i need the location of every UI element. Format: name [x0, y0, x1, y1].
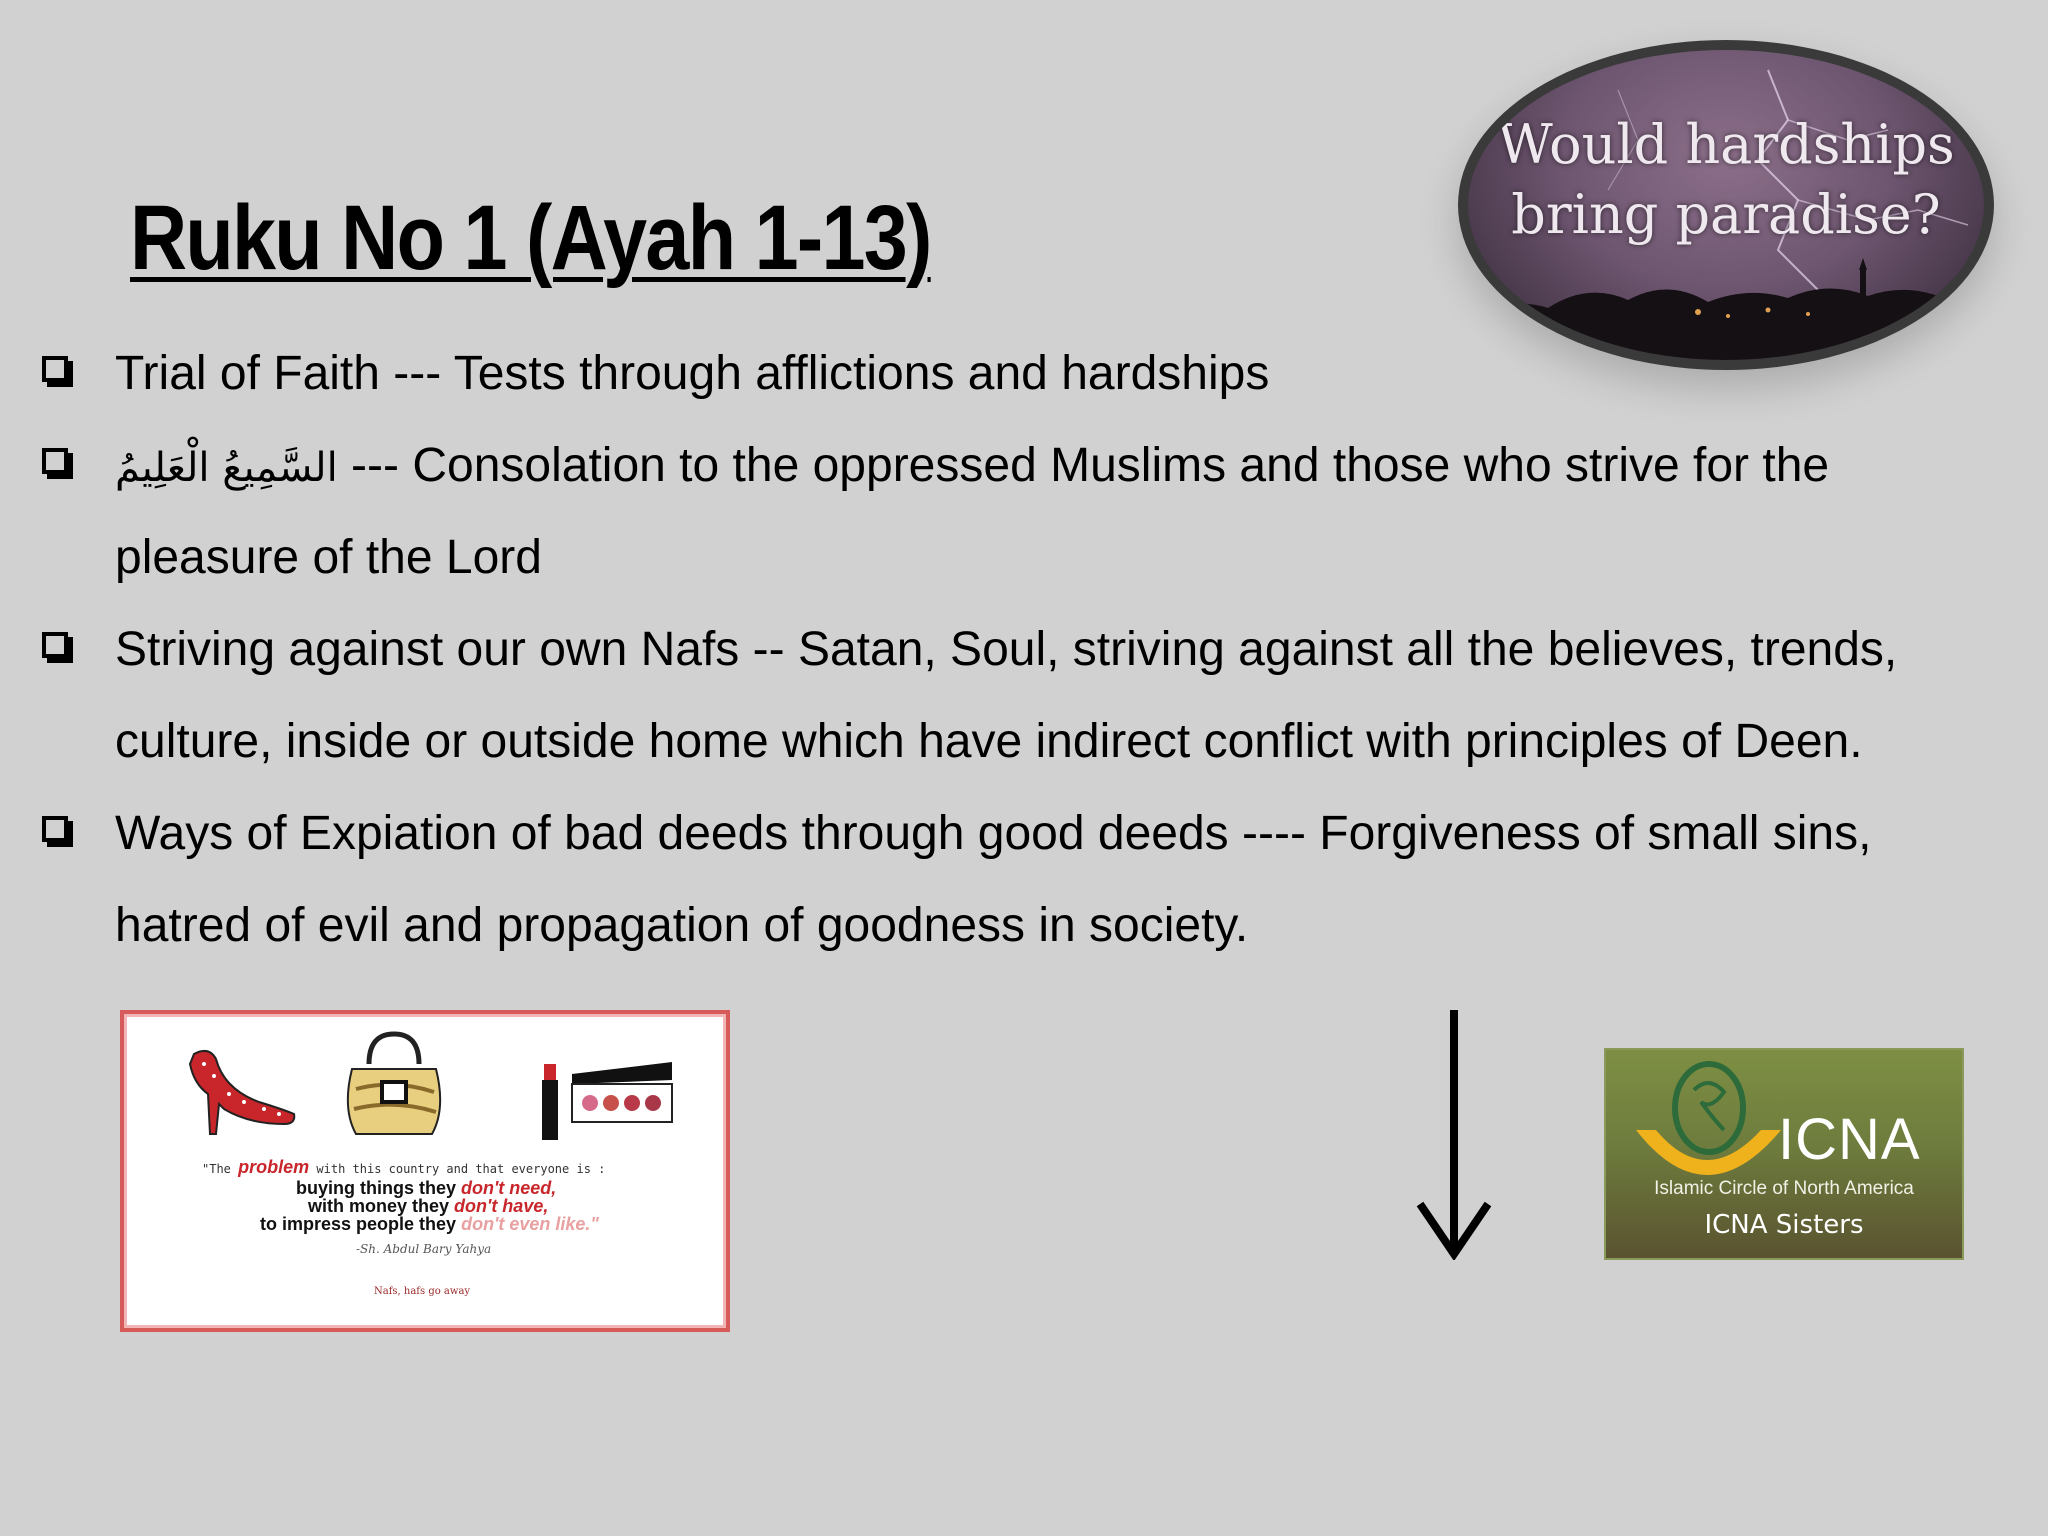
oval-caption-line1: Would hardships — [1497, 113, 1955, 176]
icna-subtitle: Islamic Circle of North America — [1654, 1178, 1914, 1199]
bullet-2-line1 — [115, 438, 1829, 493]
quote-line-3 — [260, 1214, 599, 1235]
checkbox-bullet-icon — [42, 632, 68, 658]
bullet-4-line2: hatred of evil and propagation of goodness in society. — [115, 899, 1249, 952]
lipstick-icon — [542, 1064, 558, 1140]
hardships-oval-image — [1458, 40, 1994, 370]
oval-caption — [1468, 110, 1984, 250]
down-arrow-icon — [1412, 1008, 1496, 1260]
makeup-palette-icon — [572, 1062, 672, 1122]
arabic-text: السَّمِيعُ الْعَلِيمُ — [115, 445, 338, 491]
quote-problem-word: problem — [238, 1157, 310, 1177]
quote-l1a: buying things they — [296, 1178, 456, 1198]
quote-pre: "The — [202, 1162, 231, 1176]
checkbox-bullet-icon — [42, 448, 68, 474]
icna-name: ICNA — [1778, 1107, 1921, 1172]
icna-logo — [1604, 1048, 1964, 1260]
high-heel-icon — [190, 1051, 294, 1134]
quote-signature: Nafs, hafs go away — [374, 1286, 471, 1297]
slide-title: Ruku No 1 (Ayah 1-13) — [130, 187, 931, 289]
bullet-3-line2: culture, inside or outside home which have indirect conflict with principles of Deen. — [115, 715, 1863, 768]
quote-l2a: with money they — [308, 1196, 450, 1216]
bullet-4-line1: Ways of Expiation of bad deeds through good deeds ---- Forgiveness of small sins, — [115, 807, 1872, 860]
quote-author: -Sh. Abdul Bary Yahya — [356, 1242, 492, 1256]
oval-caption-line2: bring paradise? — [1511, 183, 1941, 246]
bullet-2-line1-rest: --- Consolation to the oppressed Muslims and those who strive for the — [337, 439, 1830, 492]
icna-division: ICNA Sisters — [1704, 1210, 1864, 1240]
bullet-3-line1: Striving against our own Nafs -- Satan, Soul, striving against all the believes, trends, — [115, 623, 1898, 676]
quote-l1b: don't need, — [461, 1178, 557, 1198]
handbag-icon — [348, 1034, 440, 1134]
quote-card-image — [120, 1010, 730, 1332]
bullet-1-text: Trial of Faith --- Tests through afflictions and hardships — [115, 347, 1270, 400]
quote-l3a: to impress people they — [260, 1214, 457, 1234]
quote-post: with this country and that everyone is : — [316, 1162, 606, 1176]
quote-l3b: don't even like." — [461, 1214, 599, 1234]
checkbox-bullet-icon — [42, 356, 68, 382]
checkbox-bullet-icon — [42, 816, 68, 842]
quote-l2b: don't have, — [454, 1196, 549, 1216]
bullet-2-line2: pleasure of the Lord — [115, 531, 542, 584]
quote-intro — [202, 1157, 605, 1178]
